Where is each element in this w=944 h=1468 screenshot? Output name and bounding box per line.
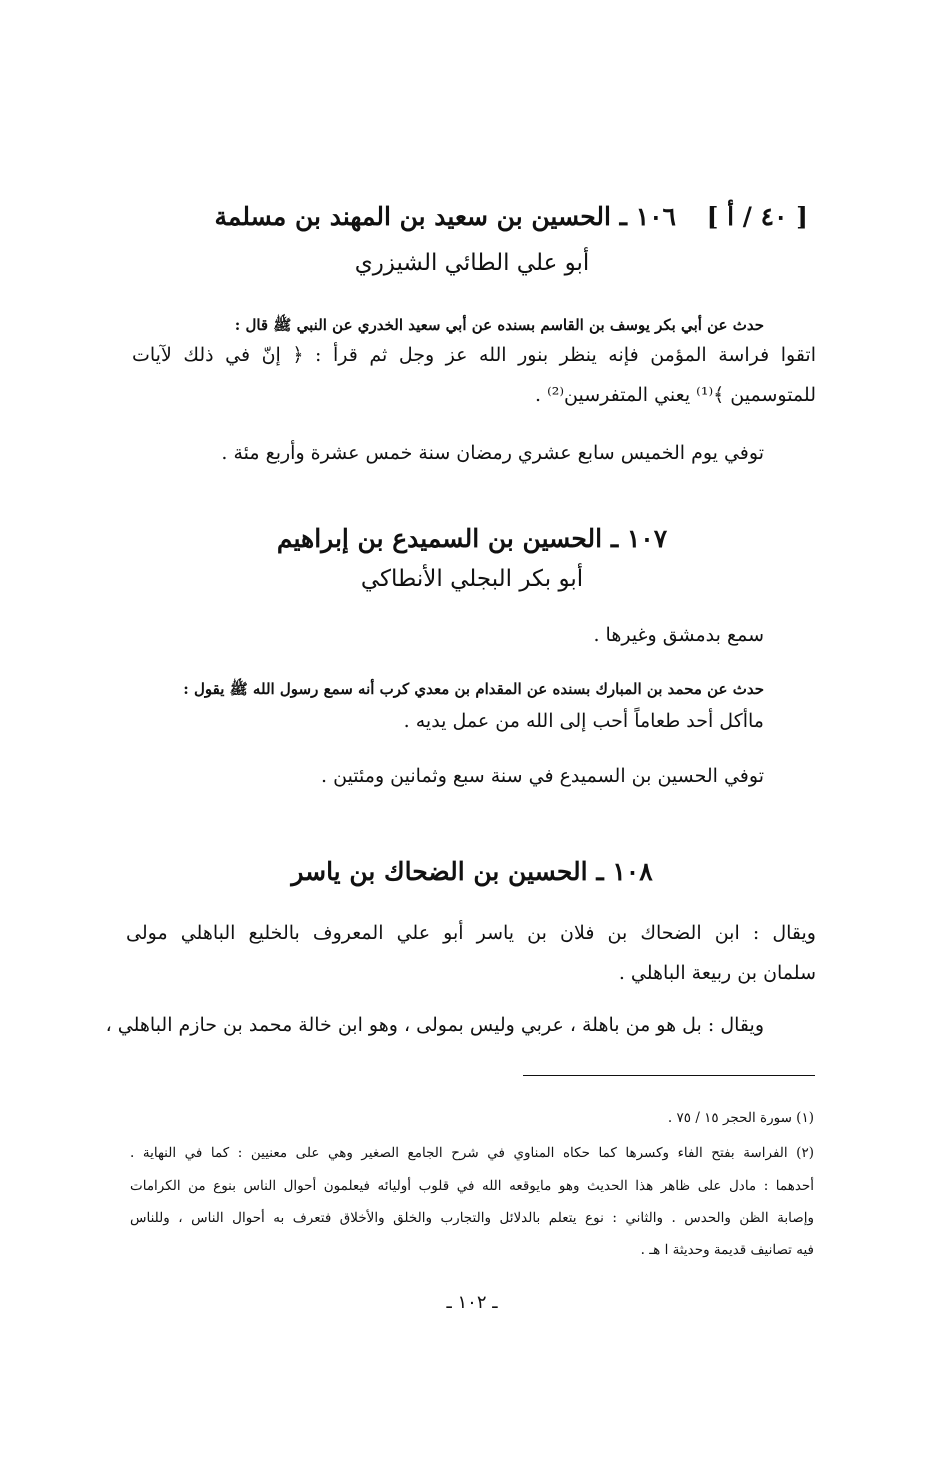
footnote-2-line1: (٢) الفراسة بفتح الفاء وكسرها كما حكاه المناوي في شرح الجامع الصغير وهي على معنيين : كما في النهاية . [130, 1145, 814, 1161]
entry-106-subtitle: أبو علي الطائي الشيزري [354, 250, 590, 276]
entry-107-heard: سمع بدمشق وغيرها . [593, 624, 764, 646]
entry-107-hadith: ماأكل أحد طعاماً أحب إلى الله من عمل يديه . [403, 710, 764, 732]
footnote-1: (١) سورة الحجر ١٥ / ٧٥ . [667, 1110, 814, 1126]
entry-108-para1-line1: ويقال : ابن الضحاك بن فلان بن ياسر أبو علي المعروف بالخليع الباهلي مولى [126, 922, 816, 944]
entry-106-hadith-line2: للمتوسمين ﴾⁽¹⁾ يعني المتفرسين⁽²⁾ . [535, 384, 816, 406]
entry-108-para1-line2: سلمان بن ربيعة الباهلي . [618, 962, 816, 984]
entry-108-title: ١٠٨ ـ الحسين بن الضحاك بن ياسر [291, 857, 653, 886]
footnote-separator [523, 1075, 815, 1076]
page-number: ـ ١٠٢ ـ [446, 1292, 498, 1313]
entry-107-isnad: حدث عن محمد بن المبارك بسنده عن المقدام بن معدي كرب أنه سمع رسول الله ﷺ يقول : [183, 680, 764, 698]
entry-108-para2: ويقال : بل هو من باهلة ، عربي وليس بمولى ، وهو ابن خالة محمد بن حازم الباهلي ، [105, 1014, 764, 1036]
entry-106-isnad: حدث عن أبي بكر يوسف بن القاسم بسنده عن أبي سعيد الخدري عن النبي ﷺ قال : [234, 316, 764, 334]
footnote-2-line3: وإصابة الظن والحدس . والثاني : نوع يتعلم بالدلائل والتجارب والخلق والأخلاق فتعرف به أحوال الناس ، وللناس [130, 1210, 814, 1226]
footnote-2-line2: أحدهما : مادل على ظاهر هذا الحديث وهو مايوقعه الله في قلوب أوليائه فيعلمون أحوال الناس بنوع من الكرامات [130, 1178, 814, 1194]
entry-107-death: توفي الحسين بن السميدع في سنة سبع وثمانين ومئتين . [321, 765, 764, 787]
entry-106-hadith-line1: اتقوا فراسة المؤمن فإنه ينظر بنور الله عز وجل ثم قرأ : ﴿ إنّ في ذلك لآيات [132, 344, 816, 366]
entry-107-title: ١٠٧ ـ الحسين بن السميدع بن إبراهيم [276, 524, 668, 553]
footnote-2-line4: فيه تصانيف قديمة وحديثة ا هـ . [640, 1242, 814, 1258]
entry-107-subtitle: أبو بكر البجلي الأنطاكي [360, 566, 584, 592]
folio-marker: [ ٤٠ / أ ] [706, 202, 808, 231]
entry-106-title: ١٠٦ ـ الحسين بن سعيد بن المهند بن مسلمة [214, 202, 676, 231]
entry-106-death: توفي يوم الخميس سابع عشري رمضان سنة خمس عشرة وأربع مئة . [221, 442, 764, 464]
